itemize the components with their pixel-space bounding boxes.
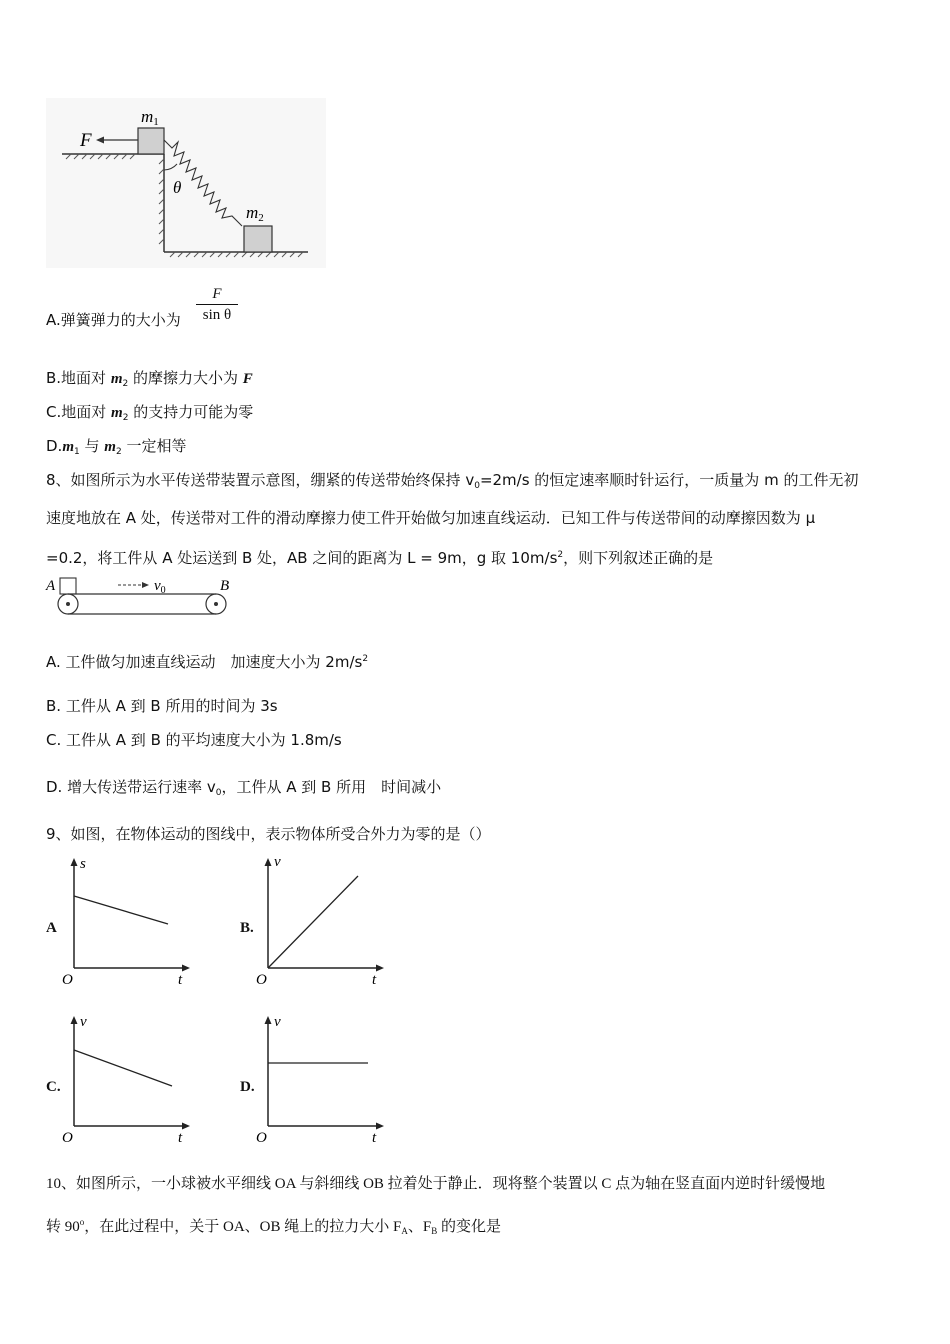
- m2-label: m2: [246, 203, 264, 224]
- q8-option-c: C. 工件从 A 到 B 的平均速度大小为 1.8m/s: [46, 731, 342, 749]
- graph-d: [252, 1010, 392, 1150]
- conveyor-belt-figure: [44, 572, 240, 620]
- svg-text:O: O: [256, 972, 267, 988]
- velocity-label: $v_0$: [154, 578, 166, 596]
- graph-d-label: D.: [240, 1079, 255, 1095]
- graph-c: [58, 1010, 198, 1150]
- workpiece: [60, 578, 76, 594]
- graph-a: [58, 850, 198, 990]
- svg-text:t: t: [372, 972, 377, 988]
- graph-a-label: A: [46, 920, 57, 936]
- theta-label: θ: [173, 178, 182, 197]
- svg-text:O: O: [62, 972, 73, 988]
- svg-text:v: v: [274, 1014, 281, 1030]
- svg-text:O: O: [62, 1130, 73, 1146]
- q7-option-d: $D.m_1$ 与 $m_2$ 一定相等: [46, 437, 187, 457]
- q8-stem-line2: 速度地放在 A 处，传送带对工件的滑动摩擦力使工件开始做匀加速直线运动．已知工件与传送带间的动摩擦因数为 μ: [46, 509, 816, 527]
- q10-stem-line2: 转 90$^o$，在此过程中，关于 OA、OB 绳上的拉力大小 $F_A$、$F_B$ 的变化是: [46, 1217, 501, 1236]
- q7-option-a: A.弹簧弹力的大小为: [46, 311, 181, 329]
- graph-c-label: C.: [46, 1079, 61, 1095]
- svg-text:v: v: [80, 1014, 87, 1030]
- point-a-label: A: [46, 578, 56, 594]
- q8-stem-line1: 8、如图所示为水平传送带装置示意图，绷紧的传送带始终保持 $v_0=2m/s$ 的恒定速率顺时针运行，一质量为 m 的工件无初: [46, 471, 859, 491]
- q8-option-a: A. 工件做匀加速直线运动 加速度大小为 $2m/s^2$: [46, 653, 369, 671]
- q8-option-d: D. 增大传送带运行速率 $v_0$，工件从 A 到 B 所用 时间减小: [46, 778, 442, 798]
- q10-stem-line1: 10、如图所示，一小球被水平细线 OA 与斜细线 OB 拉着处于静止．现将整个装置以 C 点为轴在竖直面内逆时针缓慢地: [46, 1176, 826, 1192]
- graph-b-label: B.: [240, 920, 254, 936]
- m1-label: m1: [141, 107, 159, 128]
- q7-option-c: C.地面对 $m_2$ 的支持力可能为零: [46, 403, 254, 423]
- svg-text:t: t: [178, 1130, 183, 1146]
- q7-option-a-fraction: $\frac{F}{\text{sin θ}}$: [196, 284, 238, 325]
- svg-text:O: O: [256, 1130, 267, 1146]
- graph-c-line: [74, 1050, 172, 1086]
- block-m2: [244, 226, 272, 252]
- spring-blocks-figure: [46, 98, 326, 268]
- q9-stem: 9、如图，在物体运动的图线中，表示物体所受合外力为零的是（）: [46, 825, 491, 843]
- svg-text:v: v: [274, 854, 281, 870]
- svg-text:t: t: [178, 972, 183, 988]
- q7-option-b: B.地面对 $m_2$ 的摩擦力大小为 F: [46, 369, 253, 389]
- graph-b-line: [268, 876, 358, 968]
- graph-a-line: [74, 896, 168, 924]
- point-b-label: B: [220, 578, 230, 594]
- svg-text:s: s: [80, 856, 86, 872]
- q8-stem-line3: =0.2，将工件从 A 处运送到 B 处，AB 之间的距离为 L = 9m，g 取 $10m/s^2$，则下列叙述正确的是: [46, 549, 714, 567]
- block-m1: [138, 128, 164, 154]
- q8-option-b: B. 工件从 A 到 B 所用的时间为 3s: [46, 697, 278, 715]
- svg-text:t: t: [372, 1130, 377, 1146]
- graph-b: [252, 850, 392, 990]
- force-label: F: [80, 130, 92, 151]
